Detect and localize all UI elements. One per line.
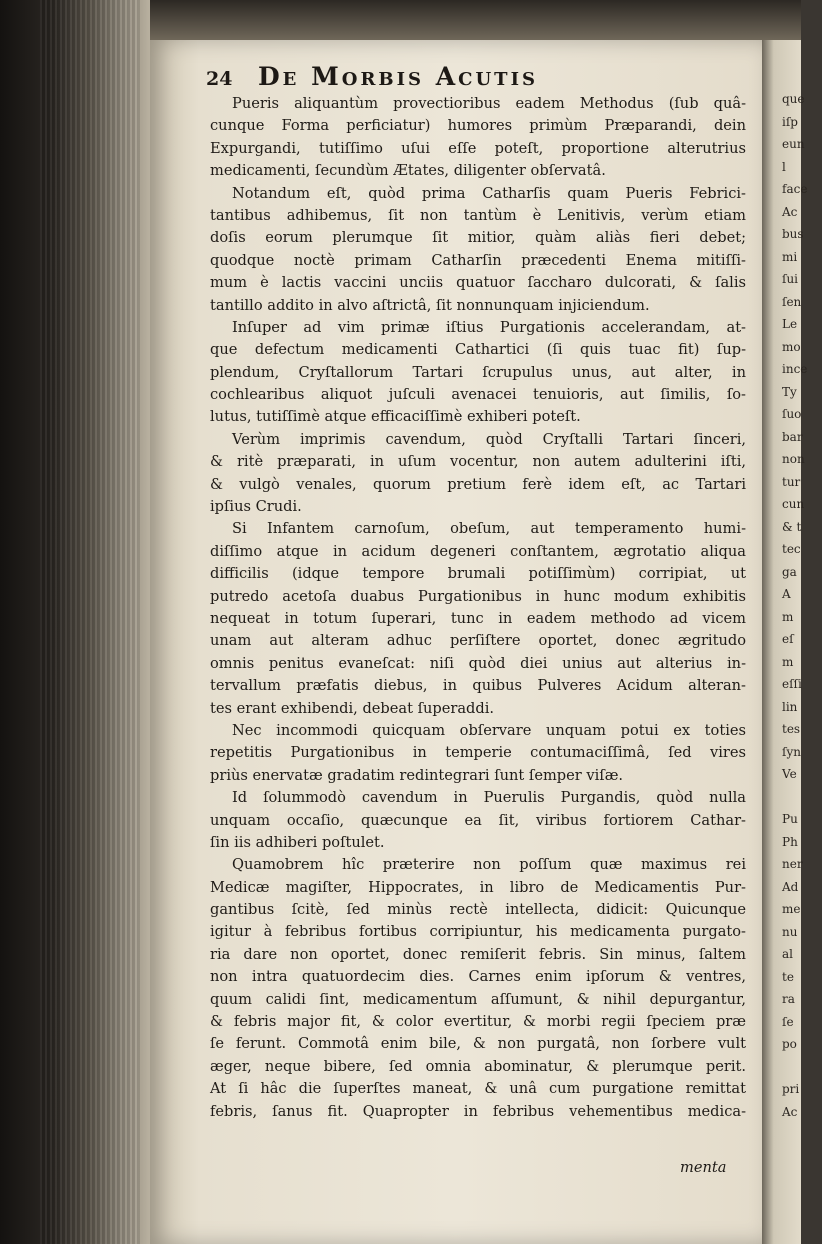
- text-line: lutus, tutiſſimè atque efficaciſſimè exhiberi poteſt.: [210, 408, 581, 426]
- text-line: Nec incommodi quicquam obſervare unquam potui ex toties: [232, 721, 746, 739]
- text-line: & vulgò venales, quorum pretium ferè idem eſt, ac Tartari: [210, 475, 746, 493]
- text-line: plendum, Cryſtallorum Tartari ſcrupulus unus, aut alter, in: [210, 363, 746, 381]
- fragment-line: Ph: [782, 834, 798, 849]
- text-line: omnis penitus evaneſcat: niſi quòd diei unius aut alterius in-: [210, 654, 746, 672]
- text-line: febris, ſanus fit. Quapropter in febribus vehementibus medica-: [210, 1102, 746, 1120]
- text-line: Inſuper ad vim primæ iſtius Purgationis accelerandam, at-: [232, 318, 746, 336]
- fragment-line: ga: [782, 564, 797, 579]
- text-line: Id ſolummodò cavendum in Puerulis Purgandis, quòd nulla: [232, 789, 746, 807]
- running-head: [206, 62, 736, 92]
- fragment-line: pri: [782, 1082, 800, 1096]
- fragment-line: ner: [782, 857, 803, 871]
- fragment-line: m: [782, 654, 794, 669]
- text-line: ſin iis adhiberi poſtulet.: [210, 833, 385, 851]
- text-line: difficilis (idque tempore brumali potiſſimùm) corripiat, ut: [210, 565, 746, 583]
- text-line: At ſi hâc die ſuperſtes maneat, & unâ cum purgatione remittat: [210, 1080, 746, 1098]
- text-line: Si Infantem carnoſum, obeſum, aut temperamento humi-: [232, 520, 746, 538]
- top-shadow: [150, 0, 801, 40]
- text-line: tervallum præfatis diebus, in quibus Pulveres Acidum alteran-: [210, 677, 746, 695]
- text-line: cunque Forma perficiatur) humores primùm Præparandi, dein: [210, 117, 746, 135]
- fragment-line: que: [782, 92, 805, 106]
- fragment-line: eſſi: [782, 677, 802, 691]
- fragment-line: ſuo: [782, 407, 802, 421]
- text-line: æger, neque bibere, ſed omnia abominatur, & plerumque perit.: [210, 1057, 746, 1075]
- fragment-line: ſen: [782, 294, 802, 309]
- fragment-line: iſp: [782, 114, 798, 129]
- fragment-line: ſyn: [782, 744, 801, 759]
- text-line: Pueris aliquantùm provectioribus eadem Methodus (ſub quâ-: [232, 95, 746, 112]
- text-line: nequeat in totum ſuperari, tunc in eadem methodo ad vicem: [210, 609, 746, 627]
- text-line: igitur à febribus fortibus corripiuntur, his medicamenta purgato-: [210, 923, 746, 941]
- text-line: unquam occaſio, quæcunque ea ſit, viribus fortiorem Cathar-: [210, 811, 746, 829]
- text-line: repetitis Purgationibus in temperie contumaciſſimâ, ſed vires: [210, 744, 746, 762]
- running-title: De Morbis Acutis: [258, 62, 538, 91]
- fragment-line: ſe: [782, 1014, 794, 1029]
- text-line: tantillo addito in alvo aſtrictâ, ſit nonnunquam injiciendum.: [210, 296, 650, 314]
- fragment-line: l: [782, 159, 786, 174]
- text-line: Verùm imprimis cavendum, quòd Cryſtalli Tartari ſinceri,: [232, 430, 746, 448]
- text-line: mum è lactis vaccini unciis quatuor ſaccharo dulcorati, & ſalis: [210, 274, 746, 292]
- fragment-line: face: [782, 182, 808, 196]
- text-line: ria dare non oportet, donec remiſerit febris. Sin minus, ſaltem: [210, 945, 746, 963]
- page-edges: [40, 0, 140, 1244]
- text-line: doſis eorum plerumque ſit mitior, quàm aliàs fieri debet;: [210, 229, 746, 247]
- fragment-line: lin: [782, 699, 798, 714]
- fragment-line: non: [782, 452, 805, 466]
- text-line: Quamobrem hîc præterire non poſſum quæ maximus rei: [232, 856, 746, 874]
- fragment-line: [782, 786, 822, 809]
- page-number: 24: [206, 68, 233, 90]
- fragment-line: Ac: [782, 204, 798, 219]
- fragment-line: Ve: [782, 767, 797, 781]
- fragment-line: tec: [782, 542, 801, 556]
- text-line: unam aut alteram adhuc perſiſtere oportet, donec ægritudo: [210, 632, 746, 650]
- text-line: quum calidi ſint, medicamentum aſſumunt, & nihil depurgantur,: [210, 990, 746, 1008]
- fragment-line: mo: [782, 339, 801, 354]
- fragment-line: mi: [782, 249, 798, 264]
- fragment-line: cun: [782, 497, 805, 511]
- text-line: Expurgandi, tutiſſimo uſui eſſe poteſt, proportione alterutrius: [210, 139, 746, 157]
- text-line: priùs enervatæ gradatim redintegrari ſunt ſemper viſæ.: [210, 766, 624, 784]
- next-page-fragments: [782, 88, 822, 1123]
- text-line: tantibus adhibemus, ſit non tantùm è Lenitivis, verùm etiam: [210, 206, 746, 224]
- fragment-line: tur: [782, 474, 801, 489]
- fragment-line: eun: [782, 137, 805, 151]
- text-line: gantibus ſcitè, ſed minùs rectè intellecta, didicit: Quicunque: [210, 901, 746, 919]
- text-line: putredo acetoſa duabus Purgationibus in hunc modum exhibitis: [210, 587, 746, 605]
- fragment-line: & t: [782, 519, 802, 534]
- next-page-edge: [762, 40, 808, 1244]
- text-line: cochlearibus aliquot juſculi avenacei tenuioris, aut ſimilis, ſo-: [210, 386, 746, 404]
- text-line: ipſius Crudi.: [210, 498, 302, 516]
- fragment-line: ſui: [782, 272, 799, 286]
- fragment-line: ince: [782, 362, 808, 376]
- fragment-line: bar: [782, 429, 803, 444]
- text-line: medicamenti, ſecundùm Ætates, diligenter obſervatâ.: [210, 162, 606, 180]
- fragment-line: eſ: [782, 632, 794, 646]
- fragment-line: [782, 1056, 822, 1079]
- fragment-line: ra: [782, 992, 795, 1006]
- text-line: Notandum eſt, quòd prima Catharſis quam Pueris Febrici-: [232, 184, 746, 202]
- text-line: diſſimo atque in acidum degeneri conſtantem, ægrotatio aliqua: [210, 542, 746, 560]
- fragment-line: Ac: [782, 1104, 798, 1119]
- text-line: ſe ferunt. Commotâ enim bile, & non purgatâ, non ſorbere vult: [210, 1035, 746, 1053]
- text-line: & febris major fit, & color evertitur, & morbi regii ſpeciem præ: [210, 1013, 746, 1031]
- fragment-line: Ty: [782, 384, 797, 399]
- fragment-line: m: [782, 609, 794, 624]
- catchword: menta: [680, 1159, 727, 1176]
- text-line: quodque noctè primam Catharſin præcedenti Enema mitiſſi-: [210, 251, 746, 269]
- fragment-line: al: [782, 947, 793, 961]
- fragment-line: bus: [782, 227, 804, 241]
- text-line: & ritè præparati, in uſum vocentur, non autem adulterini iſti,: [210, 453, 746, 471]
- text-line: tes erant exhibendi, debeat ſuperaddi.: [210, 699, 495, 717]
- fragment-line: A: [782, 587, 791, 601]
- fragment-line: nu: [782, 924, 798, 939]
- text-line: Medicæ magiſter, Hippocrates, in libro de Medicamentis Pur-: [210, 878, 746, 896]
- fragment-line: me: [782, 902, 801, 916]
- text-line: que defectum medicamenti Cathartici (ſi quis tuac fit) ſup-: [210, 341, 746, 359]
- fragment-line: te: [782, 969, 794, 984]
- text-line: non intra quatuordecim dies. Carnes enim ipſorum & ventres,: [210, 968, 746, 986]
- fragment-line: Ad: [782, 879, 799, 894]
- body-text: [210, 93, 746, 1123]
- fragment-line: Le: [782, 317, 798, 331]
- fragment-line: po: [782, 1037, 797, 1051]
- fragment-line: Pu: [782, 812, 798, 826]
- fragment-line: tes: [782, 722, 801, 736]
